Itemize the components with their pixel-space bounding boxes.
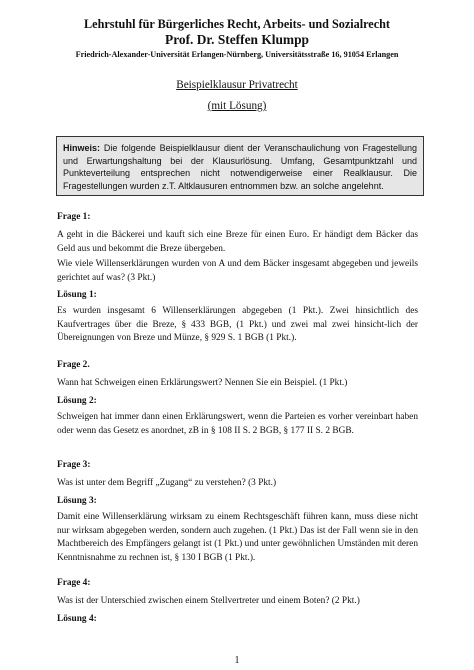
answer-2-label: Lösung 2:	[57, 396, 97, 406]
question-3-label: Frage 3:	[57, 460, 91, 470]
answer-1-label: Lösung 1:	[57, 290, 97, 300]
notice-text: Die folgende Beispielklausur dient der Veranschaulichung von Fragestellung und Erwartungshaltung bei der Klausurlösung. Umfang, Gesamtpunktzahl und Punkteverteilung entsprechen nicht notwendigerweise einer Realklausur. Die Fragestellungen wurden z.T. Altklausuren entnommen bzw. an solche angelehnt.	[63, 143, 417, 191]
answer-3-text: Damit eine Willenserklärung wirksam zu einem Rechtsgeschäft führen kann, muss diese nicht nur wirksam abgegeben werden, sondern auch zugehen. (1 Pkt.) Das ist der Fall wenn sie in den Machtbereich des Empfängers gelangt ist (1 Pkt.) und unter gewöhnlichen Umständen mit deren Kenntnisnahme zu rechnen ist, § 130 I BGB (1 Pkt.).	[57, 512, 418, 564]
notice-box	[56, 136, 424, 196]
question-2-label: Frage 2.	[57, 360, 90, 370]
answer-3-label: Lösung 3:	[57, 496, 97, 506]
answer-2-text: Schweigen hat immer dann einen Erklärungswert, wenn die Parteien es vorher vereinbart haben oder wenn das Gesetz es anordnet, zB in § 108 II S. 2 BGB, § 177 II S. 2 BGB.	[57, 412, 418, 436]
exam-title: Beispielklausur Privatrecht	[176, 79, 298, 91]
university-address: Friedrich-Alexander-Universität Erlangen-Nürnberg, Universitätsstraße 16, 91054 Erlangen	[75, 50, 399, 59]
question-1-label: Frage 1:	[57, 212, 91, 222]
question-3-text: Was ist unter dem Begriff „Zugang“ zu verstehen? (3 Pkt.)	[57, 478, 277, 488]
answer-4-label: Lösung 4:	[57, 614, 97, 624]
exam-subtitle: (mit Lösung)	[207, 100, 267, 112]
chair-heading: Lehrstuhl für Bürgerliches Recht, Arbeits- und Sozialrecht	[84, 17, 390, 31]
notice-label: Hinweis:	[63, 143, 101, 153]
professor-heading: Prof. Dr. Steffen Klumpp	[165, 32, 309, 47]
question-4-text: Was ist der Unterschied zwischen einem Stellvertreter und einem Boten? (2 Pkt.)	[57, 596, 360, 606]
question-1-text: A geht in die Bäckerei und kauft sich eine Breze für einen Euro. Er händigt dem Bäcker das Geld aus und bekommt die Breze übergeben.	[57, 230, 418, 254]
question-4-label: Frage 4:	[57, 578, 91, 588]
question-2-text: Wann hat Schweigen einen Erklärungswert? Nennen Sie ein Beispiel. (1 Pkt.)	[57, 378, 348, 388]
answer-1-text: Es wurden insgesamt 6 Willenserklärungen abgegeben (1 Pkt.). Zwei hinsichtlich des Kaufvertrages über die Breze, § 433 BGB, (1 Pkt.) und zwei mal zwei hinsicht-lich der Übereignungen von Breze und Münze, § 929 S. 1 BGB (1 Pkt.).	[57, 306, 418, 344]
question-1-task: Wie viele Willenserklärungen wurden von A und dem Bäcker insgesamt abgegeben und jeweils gerichtet auf was? (3 Pkt.)	[57, 259, 418, 283]
page-number: 1	[234, 655, 240, 666]
